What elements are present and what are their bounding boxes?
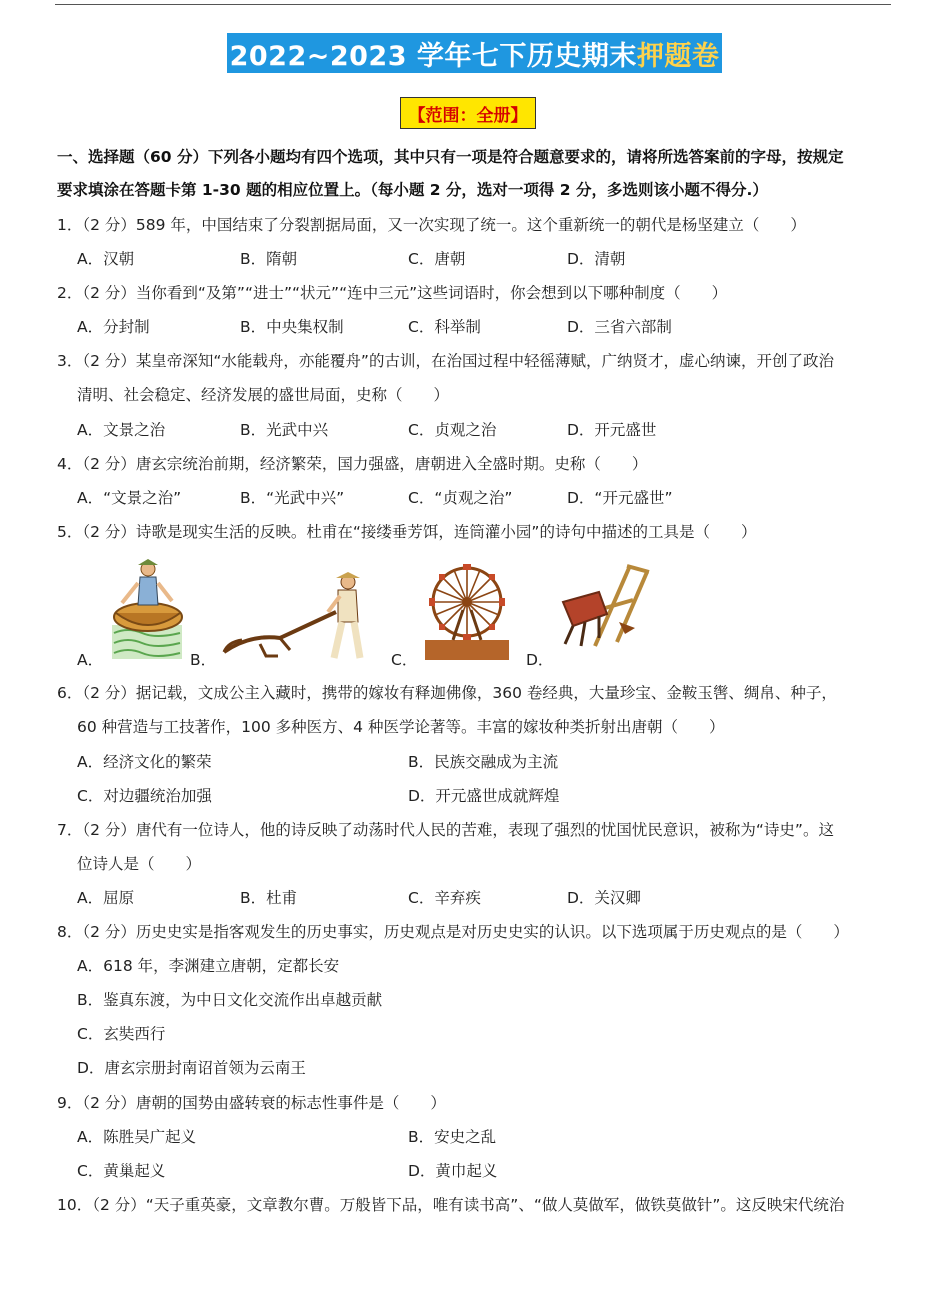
question-9-option-d[interactable]: D．黄巾起义 bbox=[408, 1162, 498, 1180]
question-6-option-a[interactable]: A．经济文化的繁荣 bbox=[77, 753, 212, 771]
exam-title-banner bbox=[227, 33, 722, 73]
question-5-stem: 5．（2 分）诗歌是现实生活的反映。杜甫在“接缕垂芳饵，连筒灌小园”的诗句中描述的工具是（ ） bbox=[57, 523, 757, 541]
question-3-option-c[interactable]: C．贞观之治 bbox=[408, 421, 497, 439]
question-2-option-c[interactable]: C．科举制 bbox=[408, 318, 481, 336]
question-9-option-b[interactable]: B．安史之乱 bbox=[408, 1128, 497, 1146]
section-instruction-2: 要求填涂在答题卡第 1-30 题的相应位置上。（每小题 2 分，选对一项得 2 分，多选则该小题不得分.） bbox=[57, 181, 768, 199]
question-1-option-a[interactable]: A．汉朝 bbox=[77, 250, 135, 268]
question-2-option-d[interactable]: D．三省六部制 bbox=[567, 318, 672, 336]
question-2-stem: 2．（2 分）当你看到“及第”“进士”“状元”“连中三元”这些词语时，你会想到以下哪种制度（ ） bbox=[57, 284, 728, 302]
question-1-stem: 1．（2 分）589 年，中国结束了分裂割据局面，又一次实现了统一。这个重新统一的朝代是杨坚建立（ ） bbox=[57, 216, 806, 234]
option-c-image-water-wheel bbox=[423, 562, 511, 662]
question-8-stem: 8．（2 分）历史史实是指客观发生的历史事实，历史观点是对历史史实的认识。以下选项属于历史观点的是（ ） bbox=[57, 923, 849, 941]
question-5-option-c[interactable]: C． bbox=[391, 651, 418, 669]
question-4-option-b[interactable]: B．“光武中兴” bbox=[240, 489, 345, 507]
question-4-stem: 4．（2 分）唐玄宗统治前期，经济繁荣，国力强盛，唐朝进入全盛时期。史称（ ） bbox=[57, 455, 648, 473]
top-rule bbox=[55, 4, 891, 5]
question-10-stem: 10．（2 分）“天子重英豪，文章教尔曹。万般皆下品，唯有读书高”、“做人莫做军，做铁莫做针”。这反映宋代统治 bbox=[57, 1196, 845, 1214]
question-6-option-d[interactable]: D．开元盛世成就辉煌 bbox=[408, 787, 560, 805]
question-3-option-b[interactable]: B．光武中兴 bbox=[240, 421, 329, 439]
question-3-stem-1: 3．（2 分）某皇帝深知“水能载舟，亦能覆舟”的古训，在治国过程中轻徭薄赋，广纳贤才，虚心纳谏，开创了政治 bbox=[57, 352, 834, 370]
question-3-option-a[interactable]: A．文景之治 bbox=[77, 421, 166, 439]
question-6-option-b[interactable]: B．民族交融成为主流 bbox=[408, 753, 559, 771]
option-d-image-bamboo-frame bbox=[555, 562, 655, 654]
question-5-option-a[interactable]: A． bbox=[77, 651, 104, 669]
question-4-option-d[interactable]: D．“开元盛世” bbox=[567, 489, 673, 507]
question-7-stem-1: 7．（2 分）唐代有一位诗人，他的诗反映了动荡时代人民的苦难，表现了强烈的忧国忧民意识，被称为“诗史”。这 bbox=[57, 821, 834, 839]
question-1-option-d[interactable]: D．清朝 bbox=[567, 250, 626, 268]
question-1-option-c[interactable]: C．唐朝 bbox=[408, 250, 466, 268]
question-1-option-b[interactable]: B．隋朝 bbox=[240, 250, 298, 268]
question-2-option-b[interactable]: B．中央集权制 bbox=[240, 318, 344, 336]
question-8-option-a[interactable]: A．618 年，李渊建立唐朝，定都长安 bbox=[77, 957, 340, 975]
exam-title: 2022~2023 学年七下历史期末 bbox=[229, 40, 637, 72]
question-7-option-b[interactable]: B．杜甫 bbox=[240, 889, 298, 907]
question-6-stem-1: 6．（2 分）据记载，文成公主入藏时，携带的嫁妆有释迦佛像，360 卷经典，大量珍宝、金鞍玉辔、绸帛、种子， bbox=[57, 684, 837, 702]
question-4-option-a[interactable]: A．“文景之治” bbox=[77, 489, 182, 507]
question-8-option-d[interactable]: D．唐玄宗册封南诏首领为云南王 bbox=[77, 1059, 306, 1077]
question-7-stem-2: 位诗人是（ ） bbox=[77, 855, 202, 873]
question-7-option-a[interactable]: A．屈原 bbox=[77, 889, 135, 907]
exam-title-highlight: 押题卷 bbox=[636, 40, 720, 72]
question-4-option-c[interactable]: C．“贞观之治” bbox=[408, 489, 513, 507]
question-9-stem: 9．（2 分）唐朝的国势由盛转衰的标志性事件是（ ） bbox=[57, 1094, 446, 1112]
question-5-option-b[interactable]: B． bbox=[190, 651, 217, 669]
question-8-option-c[interactable]: C．玄奘西行 bbox=[77, 1025, 166, 1043]
question-9-option-c[interactable]: C．黄巢起义 bbox=[77, 1162, 166, 1180]
question-9-option-a[interactable]: A．陈胜吴广起义 bbox=[77, 1128, 197, 1146]
question-6-stem-2: 60 种营造与工技著作，100 多种医方、4 种医学论著等。丰富的嫁妆种类折射出唐朝（ ） bbox=[77, 718, 725, 736]
question-5-option-d[interactable]: D． bbox=[526, 651, 554, 669]
question-3-stem-2: 清明、社会稳定、经济发展的盛世局面，史称（ ） bbox=[77, 386, 450, 404]
question-7-option-d[interactable]: D．关汉卿 bbox=[567, 889, 641, 907]
option-b-image-plough bbox=[220, 572, 370, 662]
section-instruction-1: 一、选择题（60 分）下列各小题均有四个选项，其中只有一项是符合题意要求的，请将所选答案前的字母，按规定 bbox=[57, 148, 844, 166]
scope-badge: 【范围：全册】 bbox=[400, 97, 536, 129]
question-7-option-c[interactable]: C．辛弃疾 bbox=[408, 889, 481, 907]
question-3-option-d[interactable]: D．开元盛世 bbox=[567, 421, 657, 439]
question-8-option-b[interactable]: B．鉴真东渡，为中日文化交流作出卓越贡献 bbox=[77, 991, 383, 1009]
question-2-option-a[interactable]: A．分封制 bbox=[77, 318, 150, 336]
option-a-image-tub-boat bbox=[108, 555, 186, 661]
question-6-option-c[interactable]: C．对边疆统治加强 bbox=[77, 787, 212, 805]
